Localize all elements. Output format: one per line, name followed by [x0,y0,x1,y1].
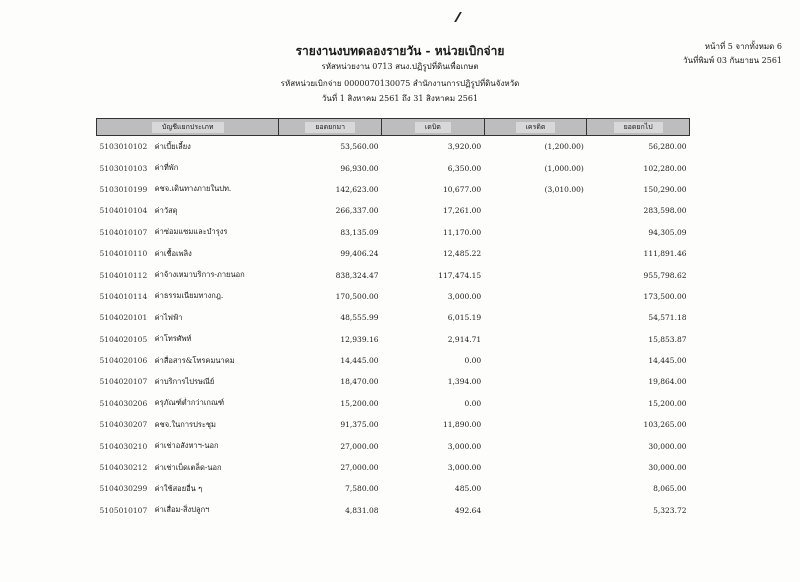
agency-line: รหัสหน่วยงาน 0713 สนง.ปฏิรูปที่ดินเพื่อเกษต [321,62,479,71]
carried-forward-cell: 283,598.00 [643,206,687,216]
col-brought-forward: ยอดยกมา [279,119,382,136]
account-code: 5103010103 [99,163,148,173]
credit-cell [484,435,587,456]
brought-forward-cell: 96,930.00 [340,163,379,173]
debit-cell: 117,474.15 [438,270,482,280]
debit-cell: 10,677.00 [443,184,482,194]
col-carried-forward: ยอดยกไป [587,119,690,136]
brought-forward-cell: 142,623.00 [335,184,379,194]
account-name: ค่าสื่อสาร&โทรคมนาคม [154,355,235,365]
account-name: ค่าไฟฟ้า [154,312,183,322]
carried-forward-cell: 103,265.00 [643,420,687,430]
credit-cell [484,414,587,435]
account-code: 5104030207 [99,420,148,430]
brought-forward-cell: 83,135.09 [340,227,379,237]
debit-cell: 11,170.00 [443,227,482,237]
account-code: 5104020107 [99,377,148,387]
credit-cell [484,307,587,328]
brought-forward-cell: 18,470.00 [340,377,379,387]
brought-forward-cell: 91,375.00 [340,420,379,430]
credit-cell [484,393,587,414]
table-row [97,500,690,521]
brought-forward-cell: 266,337.00 [335,206,379,216]
table-row [97,350,690,371]
account-name: ค่าบริการไปรษณีย์ [154,376,215,386]
table-row [97,136,690,158]
credit-cell: (1,000.00) [544,163,584,173]
table-row [97,307,690,328]
credit-cell [484,329,587,350]
carried-forward-cell: 150,290.00 [643,184,687,194]
table-row [97,371,690,392]
brought-forward-cell: 53,560.00 [340,142,379,152]
col-account: บัญชีแยกประเภท [97,119,279,136]
carried-forward-cell: 111,891.46 [643,249,687,259]
account-name: ค่าที่พัก [154,163,179,173]
table-row [97,200,690,221]
carried-forward-cell: 15,200.00 [648,398,687,408]
brought-forward-cell: 7,580.00 [345,484,379,494]
account-code: 5104020105 [99,334,148,344]
account-code: 5104010114 [99,291,148,301]
carried-forward-cell: 5,323.72 [653,505,687,515]
debit-cell: 6,350.00 [447,163,482,173]
debit-cell: 3,000.00 [447,463,482,473]
brought-forward-cell: 27,000.00 [340,441,379,451]
table-row [97,243,690,264]
account-code: 5104010107 [99,227,148,237]
account-code: 5104020101 [99,313,148,323]
disbursement-unit-line: รหัสหน่วยเบิกจ่าย 0000070130075 สำนักงานการปฏิรูปที่ดินจังหวัด [280,79,520,88]
credit-cell [484,200,587,221]
debit-cell: 3,920.00 [447,142,482,152]
account-name: ค่าจ้างเหมาบริการ-ภายนอก [154,270,245,280]
account-code: 5104020106 [99,356,148,366]
account-code: 5103010102 [99,142,148,152]
carried-forward-cell: 14,445.00 [648,356,687,366]
account-code: 5103010199 [99,184,148,194]
brought-forward-cell: 99,406.24 [340,249,379,259]
debit-cell: 11,890.00 [443,420,482,430]
account-code: 5104030299 [99,484,148,494]
account-name: ค่าเสื่อม-สิ่งปลูกฯ [154,505,210,515]
debit-cell: 485.00 [454,484,482,494]
page-number: หน้าที่ 5 จากทั้งหมด 6 [704,42,782,51]
table-row [97,478,690,499]
report-title: รายงานงบทดลองรายวัน - หน่วยเบิกจ่าย [295,44,505,58]
carried-forward-cell: 173,500.00 [643,291,687,301]
table-row [97,414,690,435]
account-name: ค่าธรรมเนียมทางกฎ. [154,291,224,301]
brought-forward-cell: 4,831.08 [345,505,379,515]
credit-cell [484,457,587,478]
credit-cell [484,371,587,392]
table-row [97,393,690,414]
credit-cell [484,264,587,285]
table-row [97,222,690,243]
brought-forward-cell: 14,445.00 [340,356,379,366]
debit-cell: 2,914.71 [447,334,482,344]
carried-forward-cell: 54,571.18 [648,313,687,323]
debit-cell: 6,015.19 [447,313,482,323]
credit-cell [484,500,587,521]
debit-cell: 0.00 [464,356,482,366]
credit-cell: (3,010.00) [544,184,584,194]
account-name: ค่าซ่อมแซมและบำรุงร [154,227,228,237]
brought-forward-cell: 12,939.16 [340,334,379,344]
table-row [97,157,690,178]
brought-forward-cell: 48,555.99 [340,313,379,323]
debit-cell: 492.64 [454,505,482,515]
carried-forward-cell: 30,000.00 [648,463,687,473]
col-credit: เครดิต [484,119,587,136]
table-row [97,457,690,478]
carried-forward-cell: 19,864.00 [648,377,687,387]
credit-cell: (1,200.00) [544,142,584,152]
account-name: ค่าเชื้อเพลิง [154,248,192,258]
account-code: 5104030212 [99,463,148,473]
debit-cell: 17,261.00 [443,206,482,216]
account-name: ค่าเบี้ยเลี้ยง [154,141,191,151]
account-code: 5104010104 [99,206,148,216]
account-name: ค่าใช้สอยอื่น ๆ [154,483,203,493]
table-header-row [97,119,690,136]
account-name: ครุภัณฑ์ต่ำกว่าเกณฑ์ [154,398,225,408]
debit-cell: 3,000.00 [447,291,482,301]
debit-cell: 12,485.22 [443,249,482,259]
table-row [97,179,690,200]
carried-forward-cell: 8,065.00 [653,484,687,494]
credit-cell [484,222,587,243]
credit-cell [484,286,587,307]
brought-forward-cell: 27,000.00 [340,463,379,473]
account-name: คชจ.ในการประชุม [154,419,216,429]
account-code: 5104030206 [99,398,148,408]
brought-forward-cell: 838,324.47 [335,270,379,280]
account-name: ค่าเช่าอสังหาฯ-นอก [154,441,219,451]
carried-forward-cell: 15,853.87 [648,334,687,344]
carried-forward-cell: 955,798.62 [643,270,687,280]
account-code: 5104010110 [99,249,148,259]
print-date: วันที่พิมพ์ 03 กันยายน 2561 [683,56,782,65]
credit-cell [484,350,587,371]
credit-cell [484,478,587,499]
debit-cell: 3,000.00 [447,441,482,451]
table-row [97,435,690,456]
carried-forward-cell: 94,305.09 [648,227,687,237]
debit-cell: 0.00 [464,398,482,408]
account-name: ค่าเช่าเบ็ดเตล็ด-นอก [154,462,222,472]
table-row [97,264,690,285]
trial-balance-table [96,118,690,521]
account-name: คชจ.เดินทางภายในปท. [154,184,232,194]
table-row [97,329,690,350]
account-name: ค่าวัสดุ [154,205,178,215]
brought-forward-cell: 170,500.00 [335,291,379,301]
brought-forward-cell: 15,200.00 [340,398,379,408]
account-code: 5104030210 [99,441,148,451]
account-code: 5105010107 [99,505,148,515]
date-range-line: วันที่ 1 สิงหาคม 2561 ถึง 31 สิงหาคม 2561 [321,94,479,103]
table-row [97,286,690,307]
carried-forward-cell: 30,000.00 [648,441,687,451]
carried-forward-cell: 102,280.00 [643,163,687,173]
credit-cell [484,243,587,264]
debit-cell: 1,394.00 [447,377,482,387]
carried-forward-cell: 56,280.00 [648,142,687,152]
account-name: ค่าโทรศัพท์ [154,334,192,344]
col-debit: เดบิต [382,119,485,136]
account-code: 5104010112 [99,270,148,280]
